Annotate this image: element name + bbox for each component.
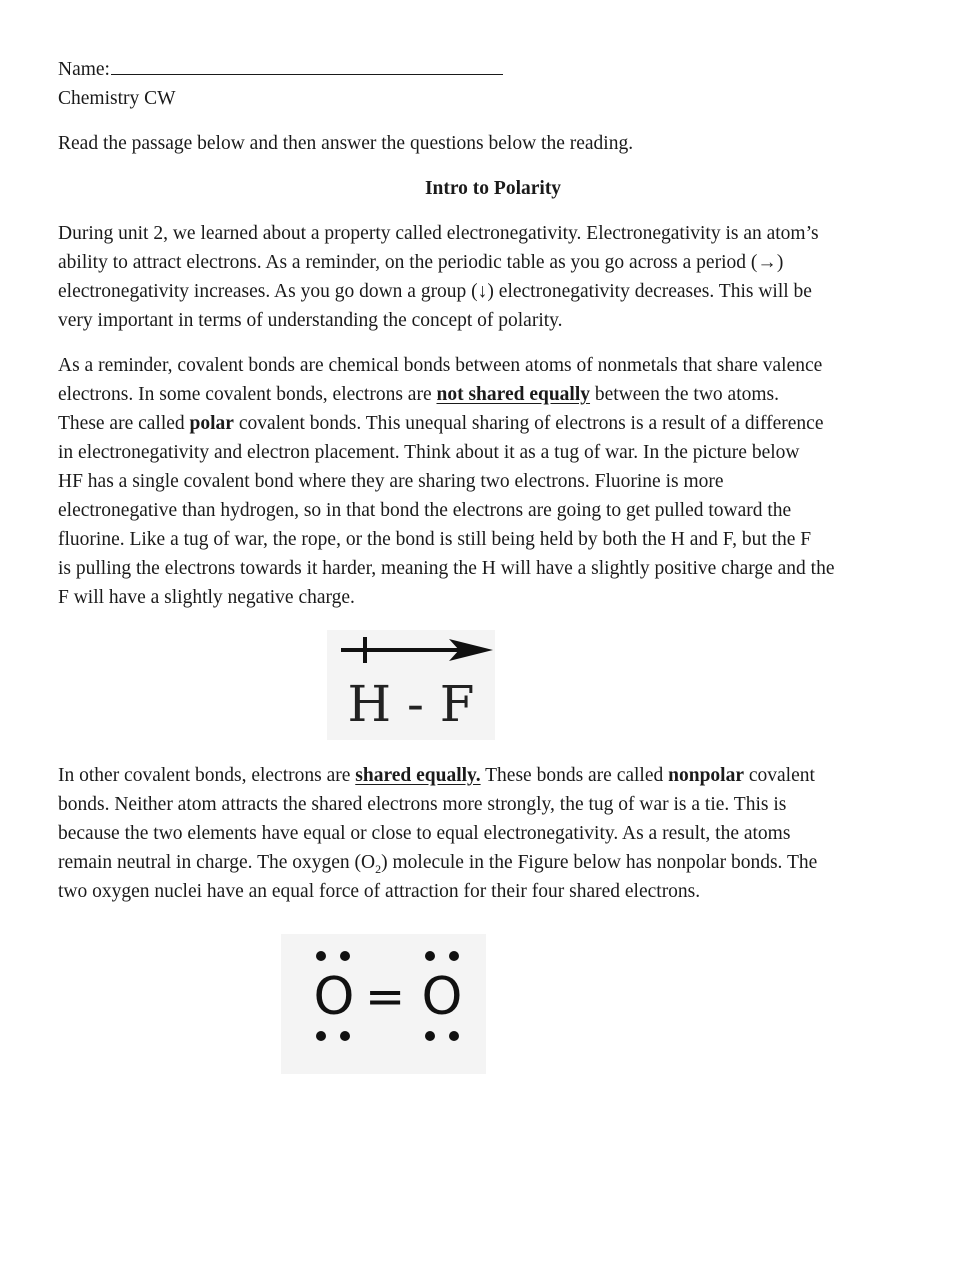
text-run: electrons. In some covalent bonds, electrons are	[58, 384, 437, 405]
paragraph-line	[58, 848, 928, 877]
oxygen-atom-left: O	[313, 967, 355, 1027]
paragraph-line	[58, 761, 928, 790]
paragraph-polar-bonds	[58, 351, 928, 612]
paragraph-line: electronegativity increases. As you go down a group (↓) electronegativity decreases. This will be	[58, 281, 812, 302]
text-run: These bonds are called	[480, 765, 669, 786]
subscript-2: 2	[375, 861, 382, 876]
term-polar: polar	[189, 413, 234, 434]
paragraph-line: HF has a single covalent bond where they are sharing two electrons. Fluorine is more	[58, 471, 724, 492]
hf-label: H - F	[347, 675, 475, 733]
hf-dipole-figure	[327, 630, 495, 740]
paragraph-electronegativity	[58, 219, 928, 335]
paragraph-line: During unit 2, we learned about a property called electronegativity. Electronegativity is an atom’s	[58, 223, 819, 244]
paragraph-line	[58, 409, 928, 438]
paragraph-line: ability to attract electrons. As a reminder, on the periodic table as you go across a period (→)	[58, 252, 784, 273]
paragraph-line: is pulling the electrons towards it harder, meaning the H will have a slightly positive charge and the	[58, 558, 835, 579]
emphasis-not-shared-equally: not shared equally	[436, 384, 591, 405]
paragraph-line	[58, 380, 928, 409]
paragraph-line: bonds. Neither atom attracts the shared electrons more strongly, the tug of war is a tie. This is	[58, 794, 787, 815]
name-blank	[111, 56, 503, 75]
text-run: These are called	[58, 413, 190, 434]
instructions: Read the passage below and then answer the questions below the reading.	[58, 133, 634, 154]
paragraph-line: because the two elements have equal or close to equal electronegativity. As a result, the atoms	[58, 823, 791, 844]
worksheet-page	[58, 55, 928, 906]
paragraph-line: in electronegativity and electron placement. Think about it as a tug of war. In the picture below	[58, 442, 800, 463]
term-nonpolar: nonpolar	[668, 765, 744, 786]
emphasis-shared-equally: shared equally.	[355, 765, 481, 786]
paragraph-line: two oxygen nuclei have an equal force of attraction for their four shared electrons.	[58, 881, 701, 902]
text-run: ) molecule in the Figure below has nonpolar bonds. The	[381, 852, 818, 873]
o2-lewis-figure	[281, 934, 486, 1074]
paragraph-nonpolar-bonds	[58, 761, 928, 906]
text-run: remain neutral in charge. The oxygen (O	[58, 852, 376, 873]
paragraph-line: F will have a slightly negative charge.	[58, 587, 355, 608]
paragraph-line: electronegative than hydrogen, so in that bond the electrons are going to get pulled toward the	[58, 500, 792, 521]
paragraph-line: As a reminder, covalent bonds are chemical bonds between atoms of nonmetals that share valence	[58, 355, 823, 376]
name-line	[58, 55, 928, 84]
text-run: covalent	[744, 765, 815, 786]
page-title: Intro to Polarity	[424, 178, 562, 199]
course-name: Chemistry CW	[58, 88, 176, 109]
header	[58, 55, 928, 113]
paragraph-line: very important in terms of understanding the concept of polarity.	[58, 310, 563, 331]
name-label: Name:	[58, 59, 110, 80]
double-bond: =	[365, 969, 406, 1025]
text-run: covalent bonds. This unequal sharing of electrons is a result of a difference	[233, 413, 824, 434]
paragraph-line: fluorine. Like a tug of war, the rope, or the bond is still being held by both the H and F, but the F	[58, 529, 812, 550]
text-run: between the two atoms.	[590, 384, 780, 405]
oxygen-atom-right: O	[421, 967, 463, 1027]
text-run: In other covalent bonds, electrons are	[58, 765, 356, 786]
